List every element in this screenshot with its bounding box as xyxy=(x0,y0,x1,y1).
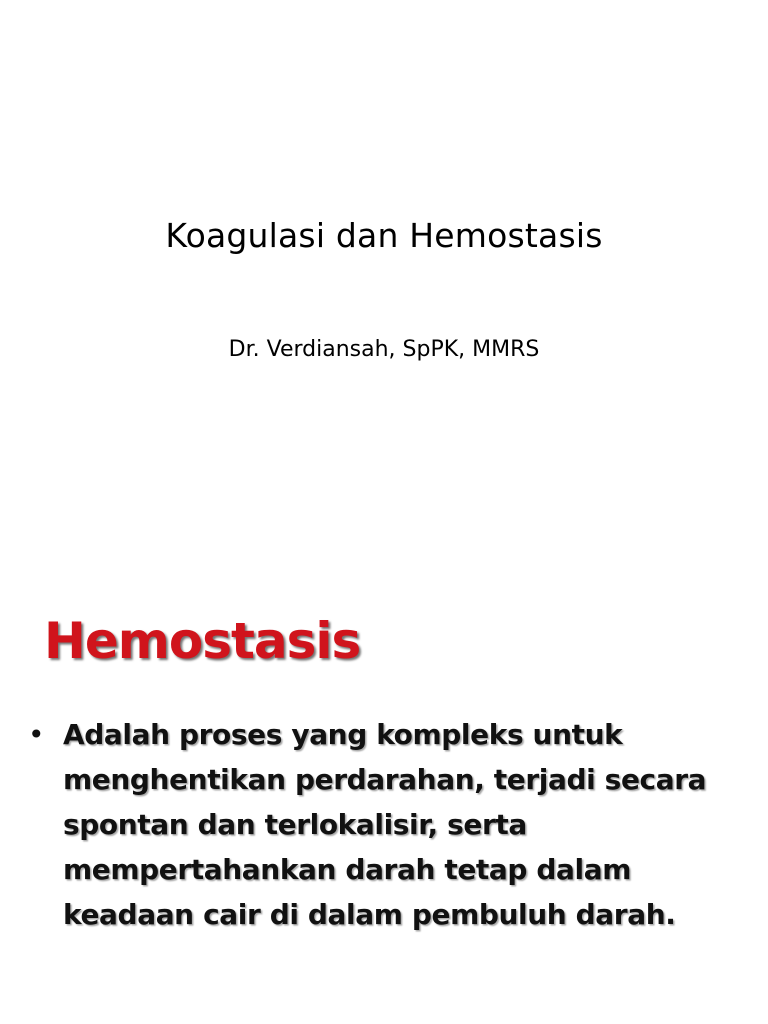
bullet-text-line: spontan dan terlokalisir, serta xyxy=(63,808,527,841)
bullet-list xyxy=(28,712,740,937)
bullet-marker: • xyxy=(28,718,45,751)
content-slide xyxy=(0,512,768,1024)
bullet-text-line: menghentikan perdarahan, terjadi secara xyxy=(63,763,707,796)
presentation-title: Koagulasi dan Hemostasis xyxy=(165,216,603,255)
bullet-text-line: Adalah proses yang kompleks untuk xyxy=(63,718,623,751)
slide-heading: Hemostasis xyxy=(44,612,361,670)
bullet-text-line: mempertahankan darah tetap dalam xyxy=(63,853,631,886)
bullet-item xyxy=(28,712,740,937)
bullet-text-line: keadaan cair di dalam pembuluh darah. xyxy=(63,898,676,931)
presentation-author: Dr. Verdiansah, SpPK, MMRS xyxy=(228,337,540,362)
